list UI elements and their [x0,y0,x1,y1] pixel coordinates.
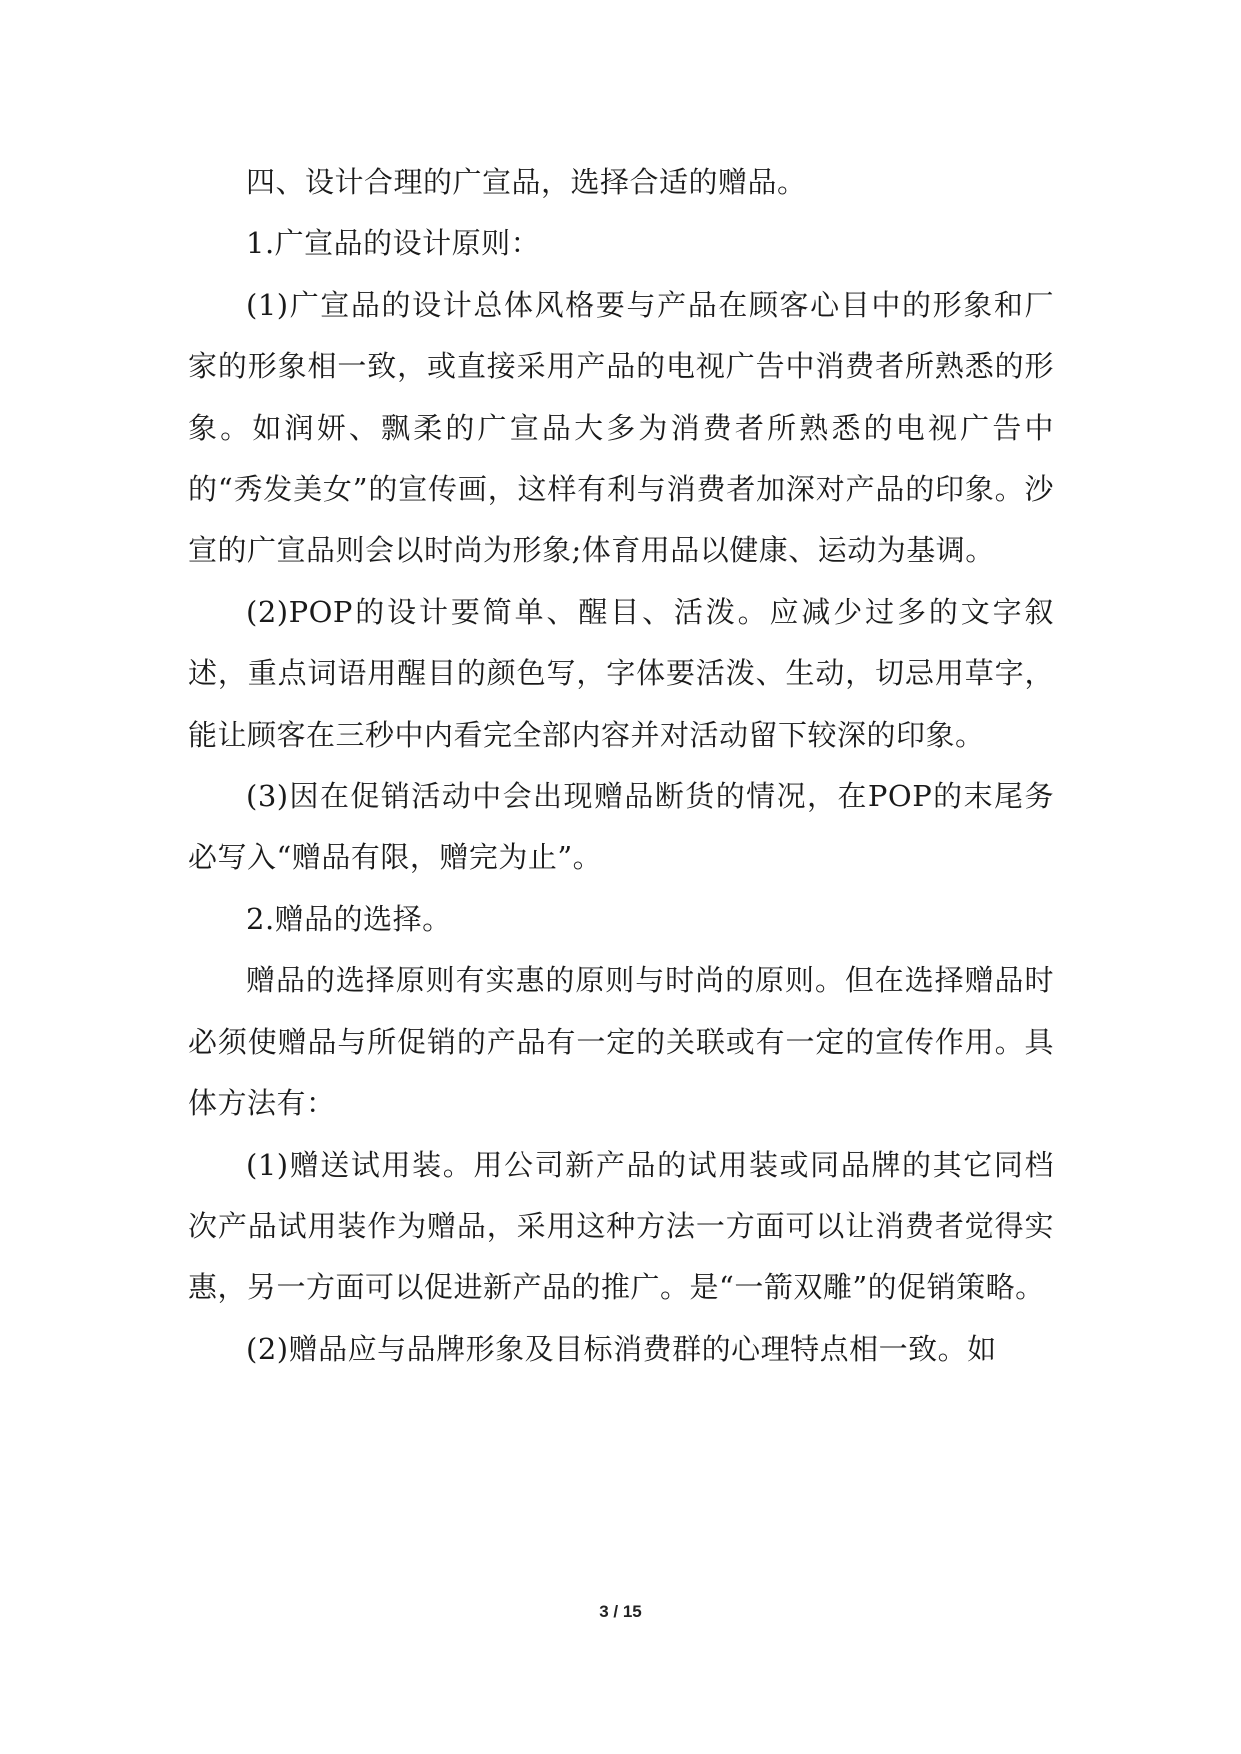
paragraph-brand-image: (2)赠品应与品牌形象及目标消费群的心理特点相一致。如 [246,1331,997,1366]
paragraph-pop-design: (2)POP的设计要简单、醒目、活泼。应减少过多的文字叙述，重点词语用醒目的颜色写，字体要活泼、生动，切忌用草字，能让顾客在三秒中内看完全部内容并对活动留下较深的印象。 [188,594,1054,752]
document-body [188,152,1054,1380]
subsection-heading-gift-selection: 2.赠品的选择。 [246,901,452,936]
paragraph-trial-size: (1)赠送试用装。用公司新产品的试用装或同品牌的其它同档次产品试用装作为赠品，采用这种方法一方面可以让消费者觉得实惠，另一方面可以促进新产品的推广。是“一箭双雕”的促销策略。 [188,1147,1054,1305]
section-heading: 四、设计合理的广宣品，选择合适的赠品。 [246,165,807,199]
paragraph-gift-principles: 赠品的选择原则有实惠的原则与时尚的原则。但在选择赠品时必须使赠品与所促销的产品有一定的关联或有一定的宣传作用。具体方法有： [188,963,1054,1121]
page-number: 3 / 15 [599,1602,642,1621]
paragraph-gift-stock: (3)因在促销活动中会出现赠品断货的情况，在POP的末尾务必写入“赠品有限，赠完为止”。 [188,779,1054,875]
paragraph-design-style: (1)广宣品的设计总体风格要与产品在顾客心目中的形象和厂家的形象相一致，或直接采用产品的电视广告中消费者所熟悉的形象。如润妍、飘柔的广宣品大多为消费者所熟悉的电视广告中的“秀发美女”的宣传画，这样有利与消费者加深对产品的印象。沙宣的广宣品则会以时尚为形象;体育用品以健康、运动为基调。 [188,287,1054,568]
subsection-heading-ad-materials: 1.广宣品的设计原则： [246,226,541,261]
